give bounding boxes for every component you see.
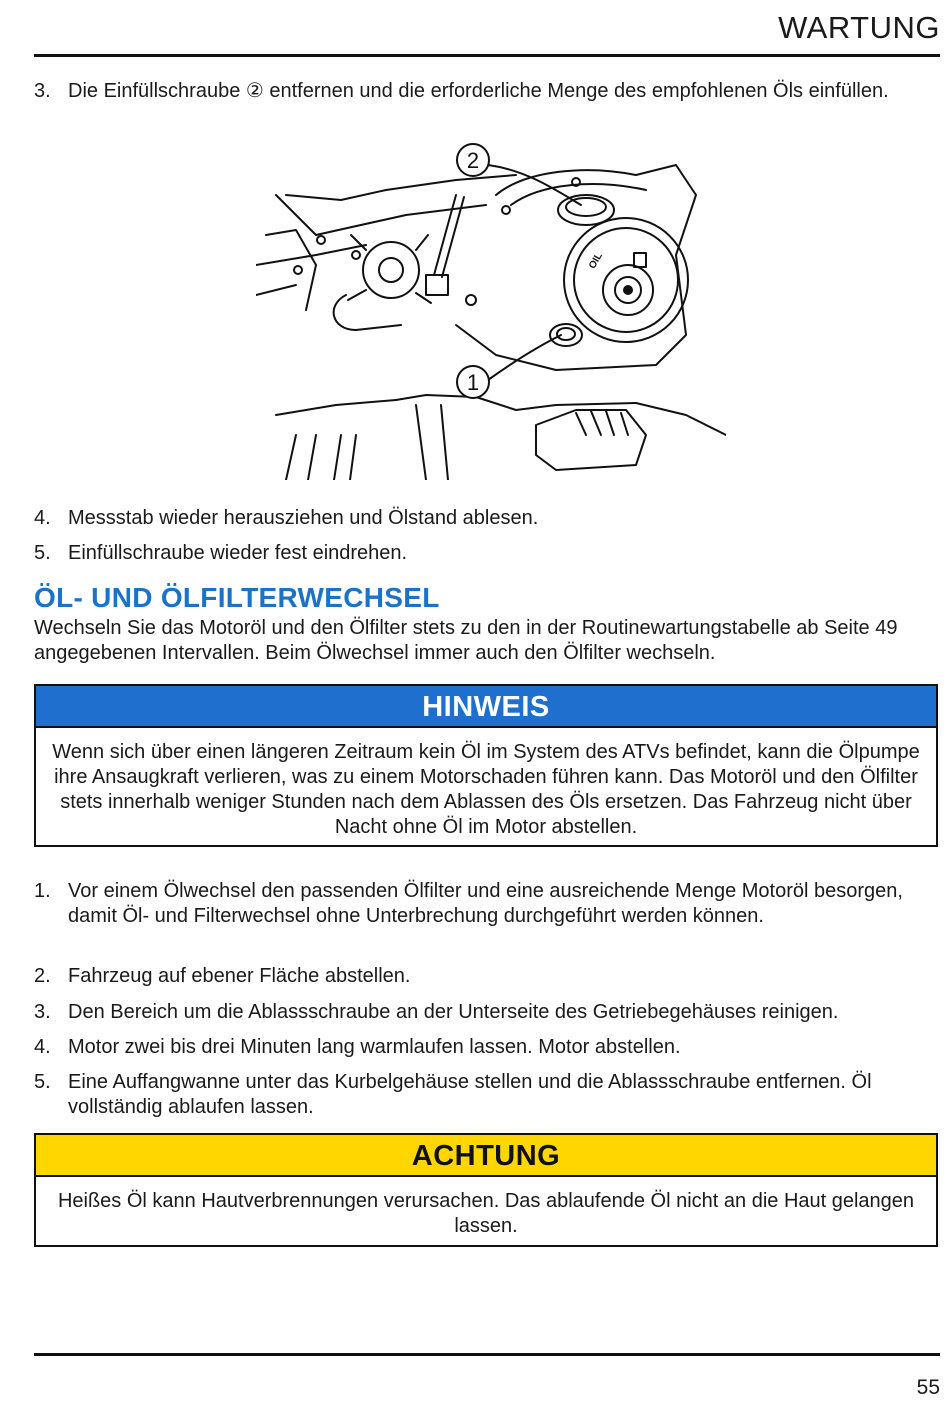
step-text: Einfüllschraube wieder fest eindrehen. [68,542,408,564]
step-item [34,1000,938,1025]
notice-box [34,684,938,847]
section-title: ÖL- UND ÖLFILTERWECHSEL [34,582,440,613]
step-item [34,879,914,929]
page-header-title: WARTUNG [778,10,940,45]
step-number: 4. [34,507,51,529]
step-text: Vor einem Ölwechsel den passenden Ölfilter und eine ausreichende Menge Motoröl besorgen, damit Öl- und Filterwechsel ohne Unterbrechung durchgeführt werden können. [68,880,903,927]
step-number: 2. [34,965,51,987]
step-item [34,964,914,989]
step-number: 5. [34,542,51,564]
notice-body: Wenn sich über einen längeren Zeitraum kein Öl im System des ATVs befindet, kann die Ölpumpe ihre Ansaugkraft verlieren, was zu einem Motorschaden führen kann. Das Motoröl und den Ölfilter stets innerhalb weniger Stunden nach dem Ablassen des Öls ersetzen. Das Fahrzeug nicht über Nacht ohne Öl im Motor abstellen. [52,741,920,838]
step-item [34,541,914,566]
step-number: 3. [34,1001,51,1023]
step-item [34,1070,914,1120]
caution-body: Heißes Öl kann Hautverbrennungen verursachen. Das ablaufende Öl nicht an die Haut gelangen lassen. [57,1190,915,1237]
step-item [34,506,914,531]
step-text: Eine Auffangwanne unter das Kurbelgehäuse stellen und die Ablassschraube entfernen. Öl vollständig ablaufen lassen. [68,1071,872,1118]
notice-heading: HINWEIS [36,686,936,728]
step-text: Messstab wieder herausziehen und Ölstand ablesen. [68,507,539,529]
step-text: Den Bereich um die Ablassschraube an der Unterseite des Getriebegehäuses reinigen. [68,1001,839,1023]
section-intro: Wechseln Sie das Motoröl und den Ölfilter stets zu den in der Routinewartungstabelle ab Seite 49 angegebenen Intervallen. Beim Ölwechsel immer auch den Ölfilter wechseln. [34,617,898,664]
engine-oil-fill-illustration [256,135,726,480]
step-number: 3. [34,80,51,102]
step-number: 5. [34,1071,51,1093]
footer-rule [34,1353,940,1356]
callout-1-label: 1 [466,370,480,395]
caution-box [34,1133,938,1247]
caution-heading: ACHTUNG [36,1135,936,1177]
step-number: 4. [34,1036,51,1058]
step-text: Motor zwei bis drei Minuten lang warmlaufen lassen. Motor abstellen. [68,1036,681,1058]
step-item [34,79,914,104]
step-text: Fahrzeug auf ebener Fläche abstellen. [68,965,411,987]
page-number: 55 [916,1376,940,1399]
header-rule [34,54,940,57]
step-number: 1. [34,880,51,902]
step-text: Die Einfüllschraube ② entfernen und die erforderliche Menge des empfohlenen Öls einfüllen. [68,80,889,102]
oil-embossed-label: OIL [587,250,605,271]
callout-2-label: 2 [466,148,480,173]
step-item [34,1035,914,1060]
